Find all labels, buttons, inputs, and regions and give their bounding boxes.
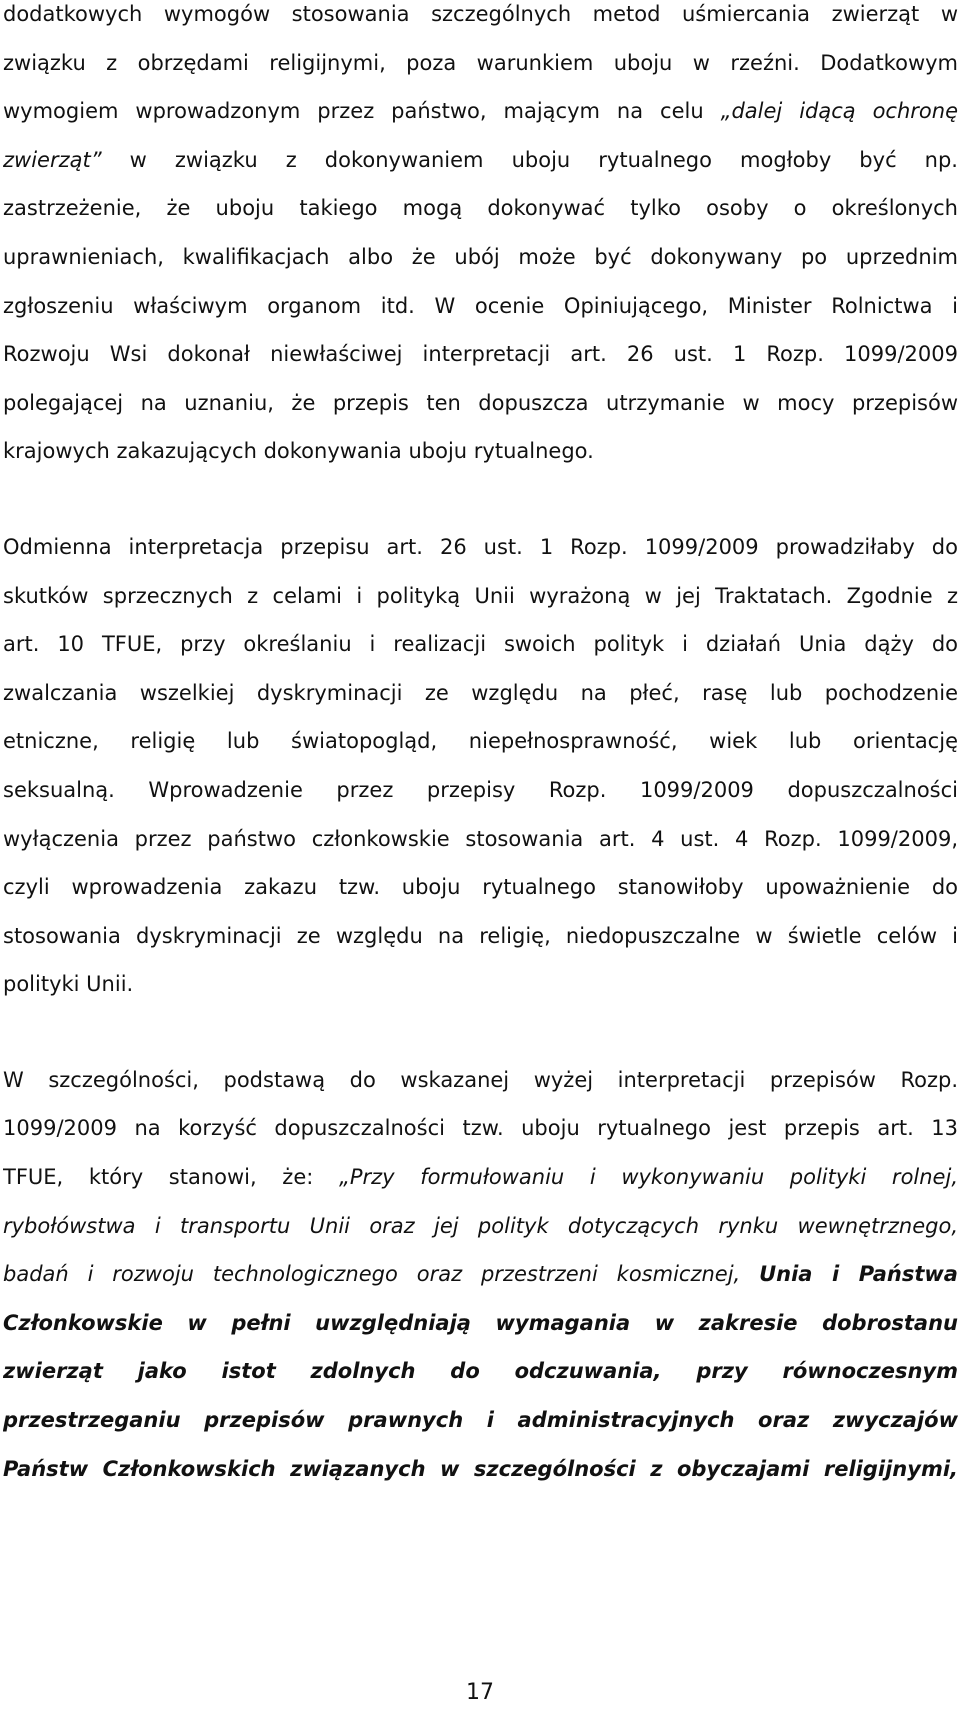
text-line [3, 87, 958, 136]
text-line [3, 960, 958, 1009]
text-line [3, 1347, 958, 1396]
text-segment: czyli wprowadzenia zakazu tzw. uboju rytualnego stanowiłoby upoważnienie do [3, 875, 958, 900]
paragraph [3, 0, 958, 476]
text-segment: związku z obrzędami religijnymi, poza warunkiem uboju w rzeźni. Dodatkowym [3, 50, 958, 75]
text-line [3, 1153, 958, 1202]
text-segment: Państw Członkowskich związanych w szczególności z obyczajami religijnymi, [3, 1456, 958, 1481]
text-line [3, 912, 958, 961]
text-line [3, 669, 958, 718]
text-line [3, 330, 958, 379]
text-line [3, 815, 958, 864]
text-line [3, 1250, 958, 1299]
text-segment: etniczne, religię lub światopogląd, niepełnosprawność, wiek lub orientację [3, 729, 958, 754]
text-segment: Rozwoju Wsi dokonał niewłaściwej interpretacji art. 26 ust. 1 Rozp. 1099/2009 [3, 342, 958, 367]
text-segment: polegającej na uznaniu, że przepis ten dopuszcza utrzymanie w mocy przepisów [3, 390, 958, 415]
paragraph-gap [3, 1009, 958, 1056]
text-line [3, 1445, 958, 1494]
text-segment: TFUE, który stanowi, że: [3, 1165, 339, 1190]
text-segment: rybołówstwa i transportu Unii oraz jej polityk dotyczących rynku wewnętrznego, [3, 1213, 958, 1238]
text-segment: seksualną. Wprowadzenie przez przepisy Rozp. 1099/2009 dopuszczalności [3, 777, 958, 802]
text-line [3, 136, 958, 185]
text-segment: Odmienna interpretacja przepisu art. 26 ust. 1 Rozp. 1099/2009 prowadziłaby do [3, 534, 958, 559]
text-line [3, 1396, 958, 1445]
text-line [3, 572, 958, 621]
text-segment: wymogiem wprowadzonym przez państwo, mającym na celu [3, 99, 721, 124]
text-segment: „Przy formułowaniu i wykonywaniu polityki rolnej, [338, 1165, 958, 1190]
document-page [3, 0, 958, 1493]
document-body [3, 0, 958, 1493]
paragraph-gap [3, 476, 958, 523]
text-segment: zwalczania wszelkiej dyskryminacji ze względu na płeć, rasę lub pochodzenie [3, 680, 958, 705]
text-line [3, 863, 958, 912]
text-line [3, 620, 958, 669]
text-segment: wyłączenia przez państwo członkowskie stosowania art. 4 ust. 4 Rozp. 1099/2009, [3, 826, 958, 851]
text-segment: „dalej idącą ochronę [720, 99, 958, 124]
text-line [3, 39, 958, 88]
text-segment: przestrzeganiu przepisów prawnych i administracyjnych oraz zwyczajów [3, 1408, 958, 1433]
text-segment: skutków sprzecznych z celami i polityką Unii wyrażoną w jej Traktatach. Zgodnie z [3, 583, 958, 608]
text-segment: dodatkowych wymogów stosowania szczególnych metod uśmiercania zwierząt w [3, 2, 958, 26]
text-line [3, 184, 958, 233]
text-segment: zastrzeżenie, że uboju takiego mogą dokonywać tylko osoby o określonych [3, 196, 958, 221]
text-segment: Członkowskie w pełni uwzględniają wymagania w zakresie dobrostanu [3, 1310, 958, 1335]
text-line [3, 379, 958, 428]
text-line [3, 1056, 958, 1105]
text-line [3, 0, 958, 39]
page-number: 17 [466, 1680, 494, 1705]
text-line [3, 427, 958, 476]
text-segment: W szczególności, podstawą do wskazanej wyżej interpretacji przepisów Rozp. [3, 1067, 958, 1092]
text-segment: 1099/2009 na korzyść dopuszczalności tzw. uboju rytualnego jest przepis art. 13 [3, 1116, 958, 1141]
text-segment: zgłoszeniu właściwym organom itd. W ocenie Opiniującego, Minister Rolnictwa i [3, 293, 958, 318]
text-segment: zwierząt jako istot zdolnych do odczuwania, przy równoczesnym [3, 1359, 958, 1384]
paragraph [3, 1056, 958, 1493]
text-segment: krajowych zakazujących dokonywania uboju rytualnego. [3, 439, 594, 464]
text-segment: zwierząt” [3, 147, 102, 172]
text-line [3, 1104, 958, 1153]
text-segment: stosowania dyskryminacji ze względu na religię, niedopuszczalne w świetle celów i [3, 923, 958, 948]
text-line [3, 717, 958, 766]
text-line [3, 233, 958, 282]
paragraph [3, 523, 958, 1009]
text-line [3, 282, 958, 331]
text-segment: art. 10 TFUE, przy określaniu i realizacji swoich polityk i działań Unia dąży do [3, 632, 958, 657]
text-segment: Unia i Państwa [759, 1262, 958, 1287]
text-line [3, 1202, 958, 1251]
text-line [3, 1299, 958, 1348]
text-segment: badań i rozwoju technologicznego oraz przestrzeni kosmicznej, [3, 1262, 760, 1287]
text-segment: w związku z dokonywaniem uboju rytualnego mogłoby być np. [101, 147, 958, 172]
text-line [3, 766, 958, 815]
text-segment: uprawnieniach, kwalifikacjach albo że ubój może być dokonywany po uprzednim [3, 244, 958, 269]
text-line [3, 523, 958, 572]
text-segment: polityki Unii. [3, 972, 134, 997]
